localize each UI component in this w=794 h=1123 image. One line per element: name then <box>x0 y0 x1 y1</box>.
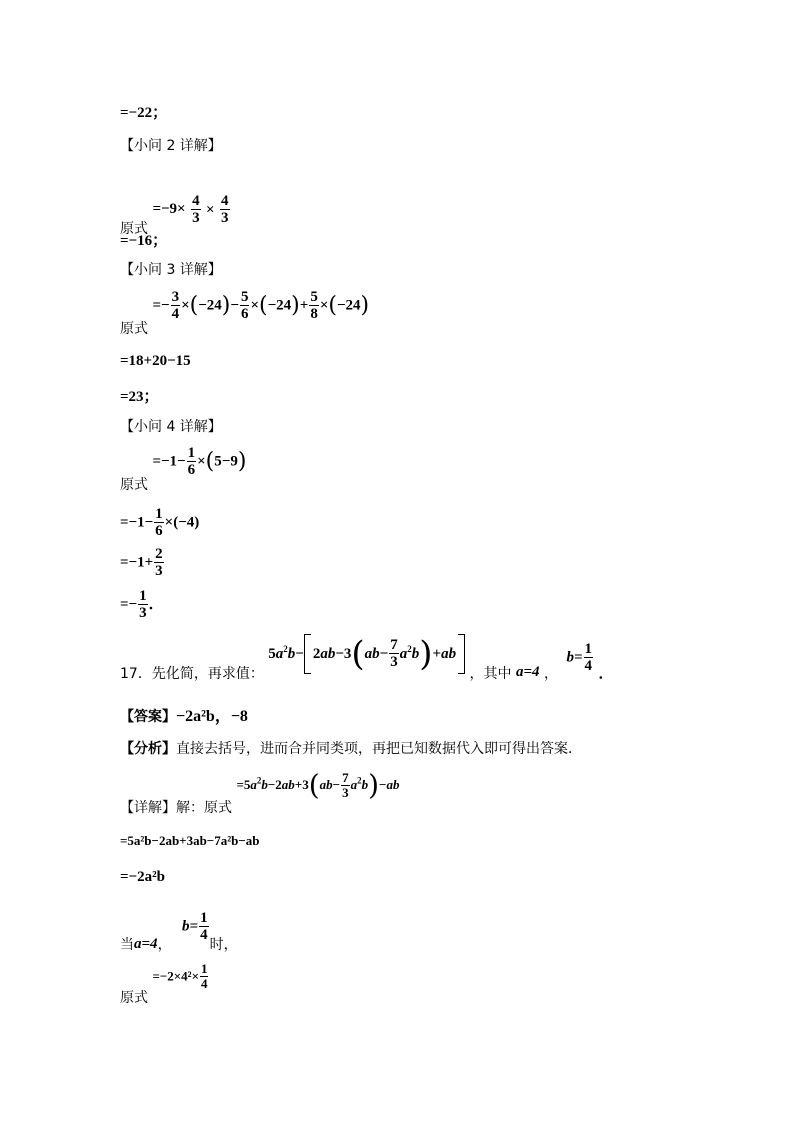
fraction-1-4: $\frac{1}{4}$ <box>584 641 592 674</box>
step-result-q3: =23； <box>120 389 159 405</box>
q17-b-label: b= <box>566 649 583 666</box>
detail-label: 【详解】解：原式 <box>120 800 232 816</box>
fraction-1-6: $\frac{1}{6}$ <box>155 506 163 539</box>
equation-q3: 原式 =− $\frac{3}{4}$ ×(−24)− $\frac{5}{6}$ ×(−24)+ $\frac{5}{8}$ ×(−24) <box>120 288 370 337</box>
step-result-q1: =−22； <box>120 105 168 121</box>
answer-line <box>120 703 248 726</box>
fraction-5-8: $\frac{5}{8}$ <box>310 288 318 322</box>
fraction-4-3-second: $\frac{4}{3}$ <box>221 193 229 226</box>
step-result-q2: =−16； <box>120 233 168 249</box>
fraction-7-3: $\frac{7}{3}$ <box>342 769 349 800</box>
question-17: 17．先化简，再求值： $5a^2b- 2ab-3(ab-$ $\frac{7}{3}$ $a^2b)+ab$ ，其中 a=4 ， b= $\frac{1}{4}$ ． <box>120 633 614 682</box>
q17-label: 17．先化简，再求值： <box>120 665 264 682</box>
step-result-q4: =− $\frac{1}{3}$ ． <box>120 588 164 621</box>
final-substitution: 原式 =−2×4²× $\frac{1}{4}$ <box>120 960 208 1006</box>
fraction-1-6: $\frac{1}{6}$ <box>187 444 196 478</box>
sub-question-2-heading: 【小问 2 详解】 <box>120 138 222 154</box>
step-q3-2: =18+20−15 <box>120 353 191 369</box>
yuanshi-label: 原式 <box>120 321 148 337</box>
yuanshi-label: 原式 <box>120 990 148 1006</box>
detail-line: 【详解】解：原式 $=5a^2b-2ab+3(ab-$ $\frac{7}{3}$ $a^2b)-ab$ <box>120 768 400 816</box>
sub-question-3-heading: 【小问 3 详解】 <box>120 262 222 278</box>
answer-value: −2a²b，−8 <box>176 708 248 725</box>
detail-step-3: =−2a²b <box>120 869 165 885</box>
answer-label: 【答案】 <box>120 709 176 725</box>
equation-q4: 原式 =−1− $\frac{1}{6}$ ×(5−9) <box>120 444 247 493</box>
step-q4-2: =−1− $\frac{1}{6}$ ×(−4) <box>120 506 200 539</box>
analysis-text: 直接去括号，进而合并同类项，再把已知数据代入即可得出答案． <box>176 741 582 757</box>
step-q4-3: =−1+ $\frac{2}{3}$ <box>120 546 163 579</box>
fraction-7-3: $\frac{7}{3}$ <box>390 637 398 670</box>
analysis-label: 【分析】 <box>120 741 176 757</box>
substitution-line: 当a=4， b= $\frac{1}{4}$ 时， <box>120 909 238 953</box>
q2-expr-start: =−9× <box>152 201 186 217</box>
fraction-1-4: $\frac{1}{4}$ <box>200 960 208 991</box>
fraction-1-4: $\frac{1}{4}$ <box>200 909 208 943</box>
fraction-5-6: $\frac{5}{6}$ <box>240 288 249 322</box>
fraction-1-3: $\frac{1}{3}$ <box>139 588 147 621</box>
fraction-2-3: $\frac{2}{3}$ <box>155 546 163 579</box>
sub-question-4-heading: 【小问 4 详解】 <box>120 419 222 435</box>
equation-q2: 原式 =−9× $\frac{4}{3}$ × $\frac{4}{3}$ <box>120 193 229 237</box>
analysis-line <box>120 738 582 758</box>
fraction-3-4: $\frac{3}{4}$ <box>171 288 180 322</box>
q17-a-value: a=4 <box>515 664 540 680</box>
yuanshi-label: 原式 <box>120 221 148 237</box>
fraction-4-3: $\frac{4}{3}$ <box>192 193 200 226</box>
detail-step-2: =5a²b−2ab+3ab−7a²b−ab <box>120 833 260 848</box>
yuanshi-label: 原式 <box>120 477 148 493</box>
